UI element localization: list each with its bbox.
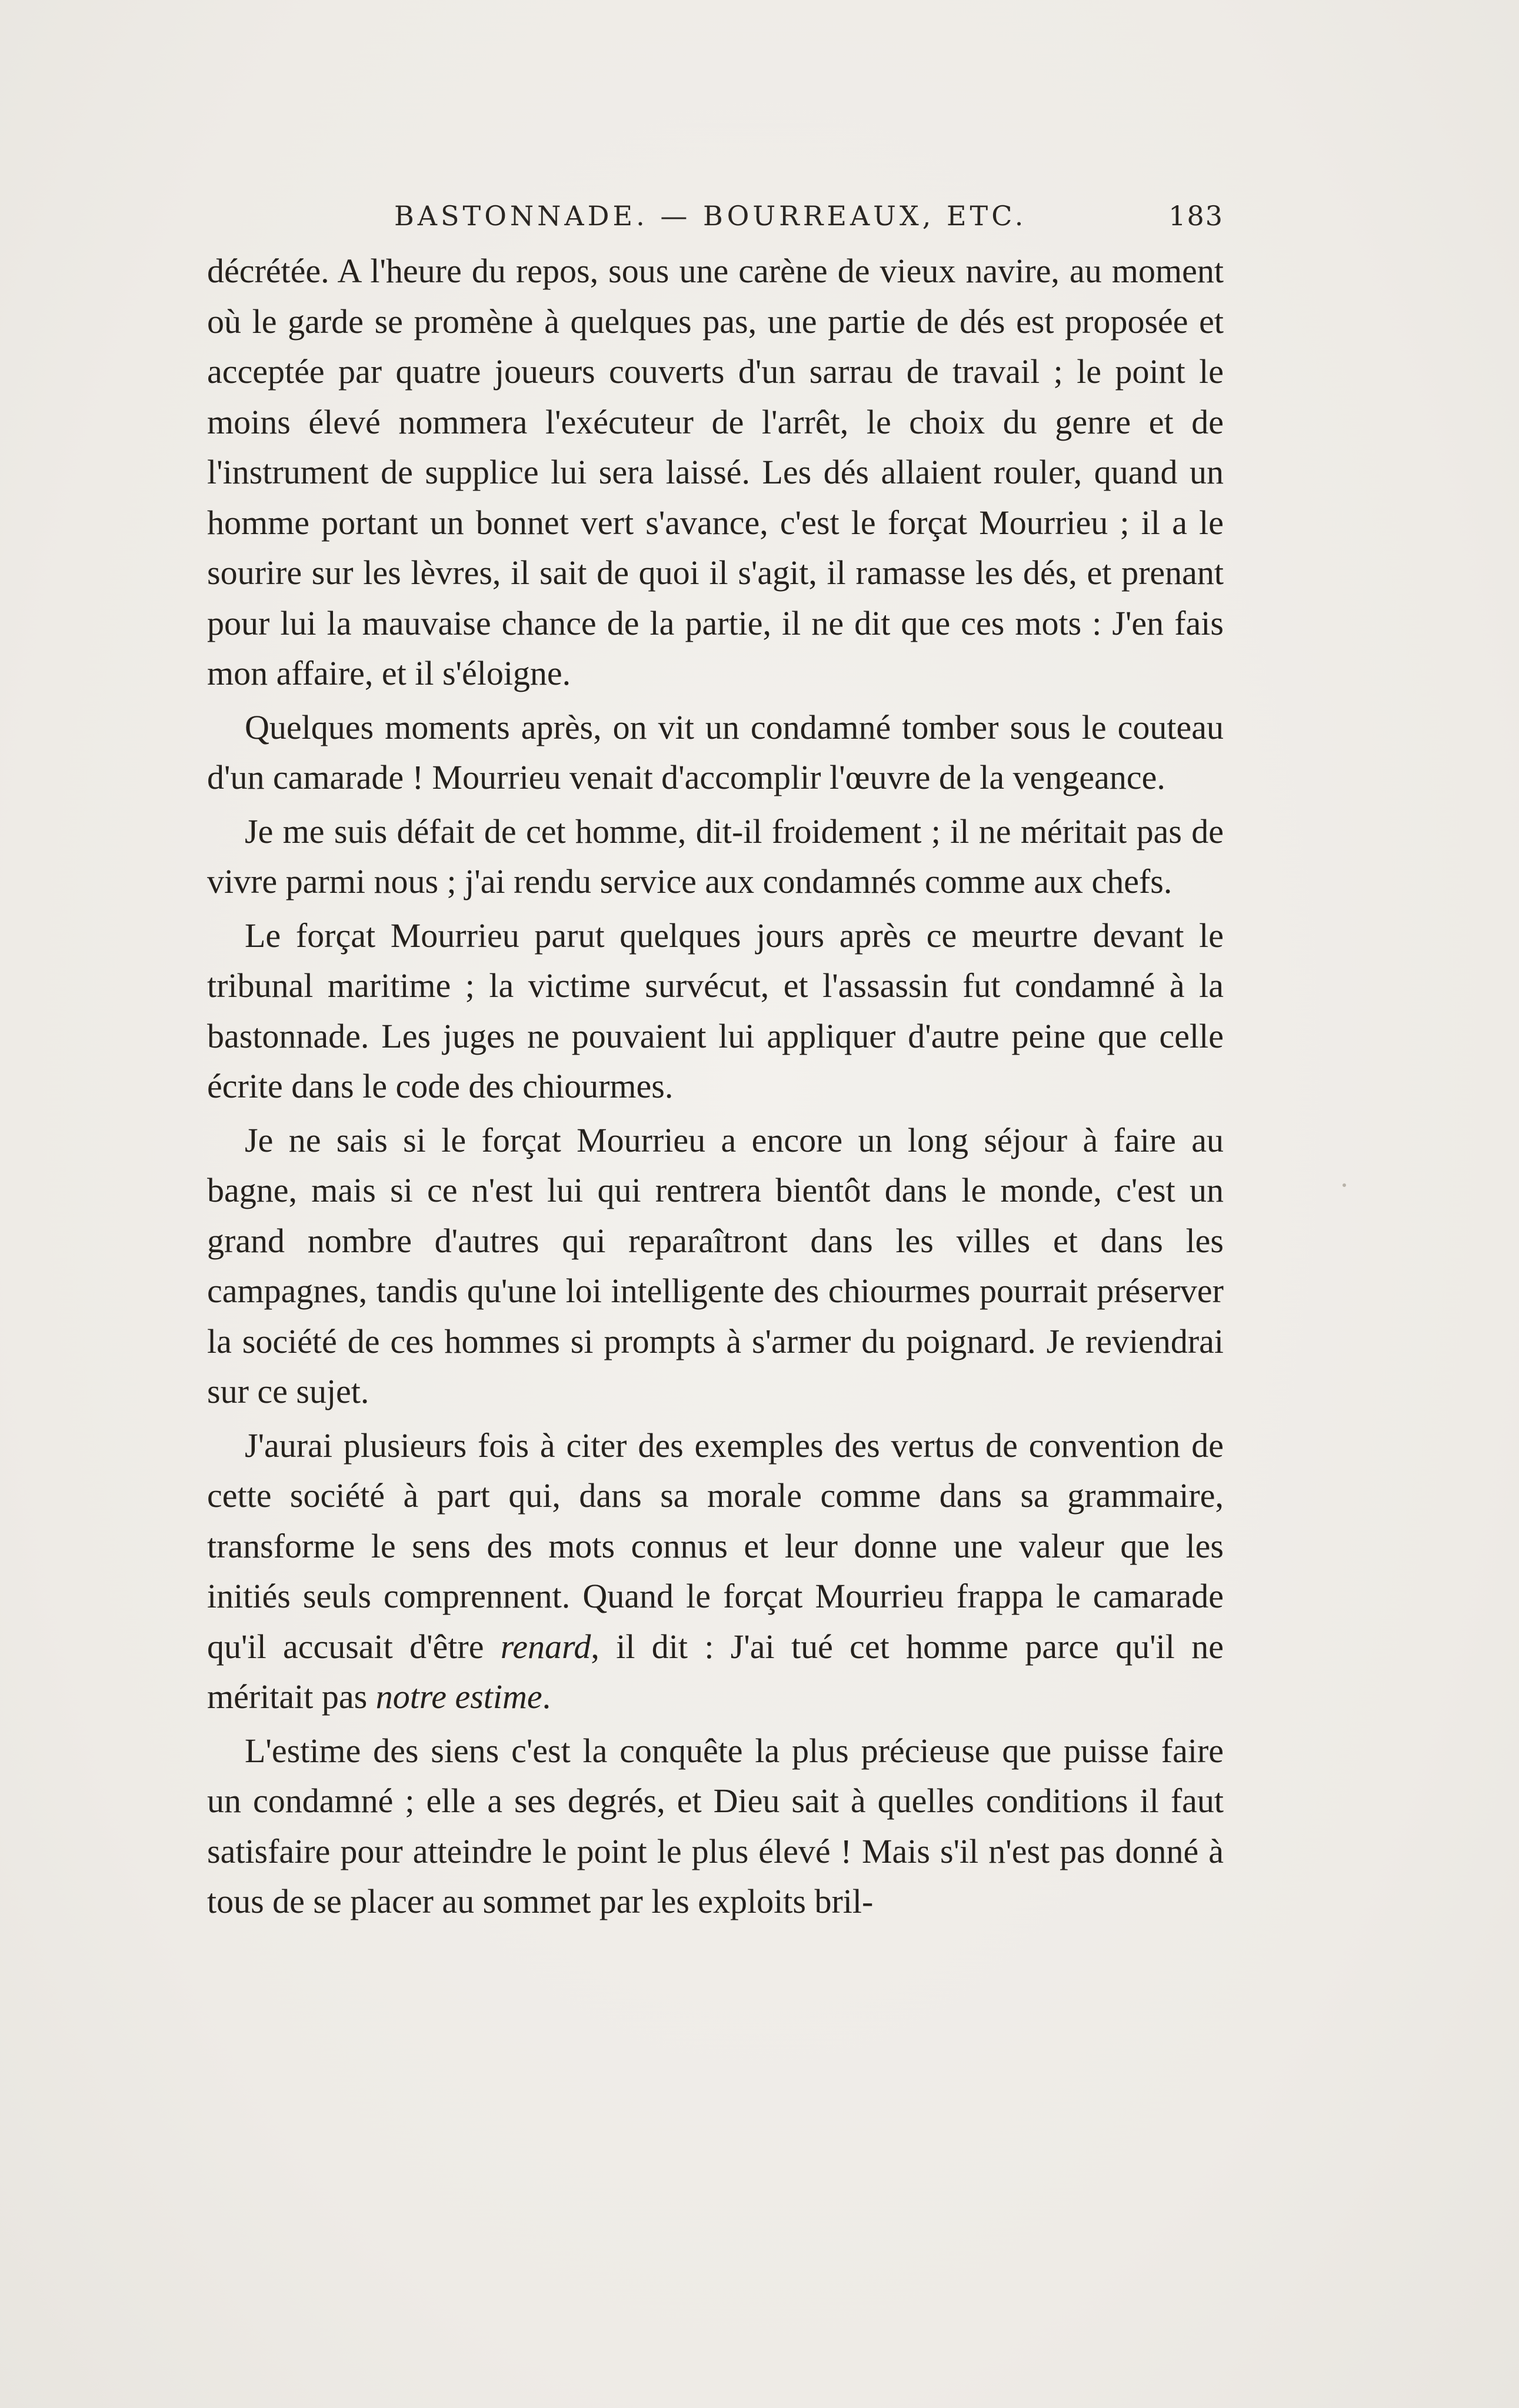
paragraph-6-text-b: , il dit : J'ai tué cet homme parce qu'il ne méritait pas — [207, 1627, 1224, 1716]
paragraph-6-text-a: J'aurai plusieurs fois à citer des exemples des vertus de convention de cette société à part qui, dans sa morale comme dans sa grammaire, transforme le sens des mots connus et leur donne une valeur que les initiés seuls comprennent. Quand le forçat Mourrieu frappa le camarade qu'il accusait d'être — [207, 1426, 1224, 1666]
ink-speck — [1343, 1183, 1346, 1187]
page-number: 183 — [1168, 200, 1224, 232]
italic-term-notre-estime: notre estime — [375, 1677, 542, 1716]
paragraph-2: Quelques moments après, on vit un condamné tomber sous le couteau d'un camarade ! Mourrieu venait d'accomplir l'œuvre de la vengeance. — [207, 708, 1224, 796]
paragraph-6-text-c: . — [542, 1677, 551, 1716]
page-header — [207, 200, 1224, 247]
paragraph-7: L'estime des siens c'est la conquête la plus précieuse que puisse faire un condamné ; elle a ses degrés, et Dieu sait à quelles conditions il faut satisfaire pour atteindre le point le plus élevé ! Mais s'il n'est pas donné à tous de se placer au sommet par les exploits bril- — [207, 1731, 1224, 1920]
italic-term-renard: renard — [500, 1627, 591, 1666]
running-title: BASTONNADE. — BOURREAUX, ETC. — [394, 200, 1027, 232]
body-text — [207, 246, 1224, 1930]
paragraph-6 — [207, 1420, 1224, 1722]
paragraph-4: Le forçat Mourrieu parut quelques jours après ce meurtre devant le tribunal maritime ; la victime survécut, et l'assassin fut condamné à la bastonnade. Les juges ne pouvaient lui appliquer d'autre peine que celle écrite dans le code des chiourmes. — [207, 916, 1224, 1105]
paragraph-5: Je ne sais si le forçat Mourrieu a encore un long séjour à faire au bagne, mais si ce n'est lui qui rentrera bientôt dans le monde, c'est un grand nombre d'autres qui reparaîtront dans les villes et dans les campagnes, tandis qu'une loi intelligente des chiourmes pourrait préserver la société de ces hommes si prompts à s'armer du poignard. Je reviendrai sur ce sujet. — [207, 1120, 1224, 1410]
paragraph-1: décrétée. A l'heure du repos, sous une carène de vieux navire, au moment où le garde se promène à quelques pas, une partie de dés est proposée et acceptée par quatre joueurs couverts d'un sarrau de travail ; le point le moins élevé nommera l'exécuteur de l'arrêt, le choix du genre et de l'instrument de supplice lui sera laissé. Les dés allaient rouler, quand un homme portant un bonnet vert s'avance, c'est le forçat Mourrieu ; il a le sourire sur les lèvres, il sait de quoi il s'agit, il ramasse les dés, et prenant pour lui la mauvaise chance de la partie, il ne dit que ces mots : J'en fais mon affaire, et il s'éloigne. — [207, 252, 1224, 692]
paragraph-3: Je me suis défait de cet homme, dit-il froidement ; il ne méritait pas de vivre parmi nous ; j'ai rendu service aux condamnés comme aux chefs. — [207, 812, 1224, 901]
